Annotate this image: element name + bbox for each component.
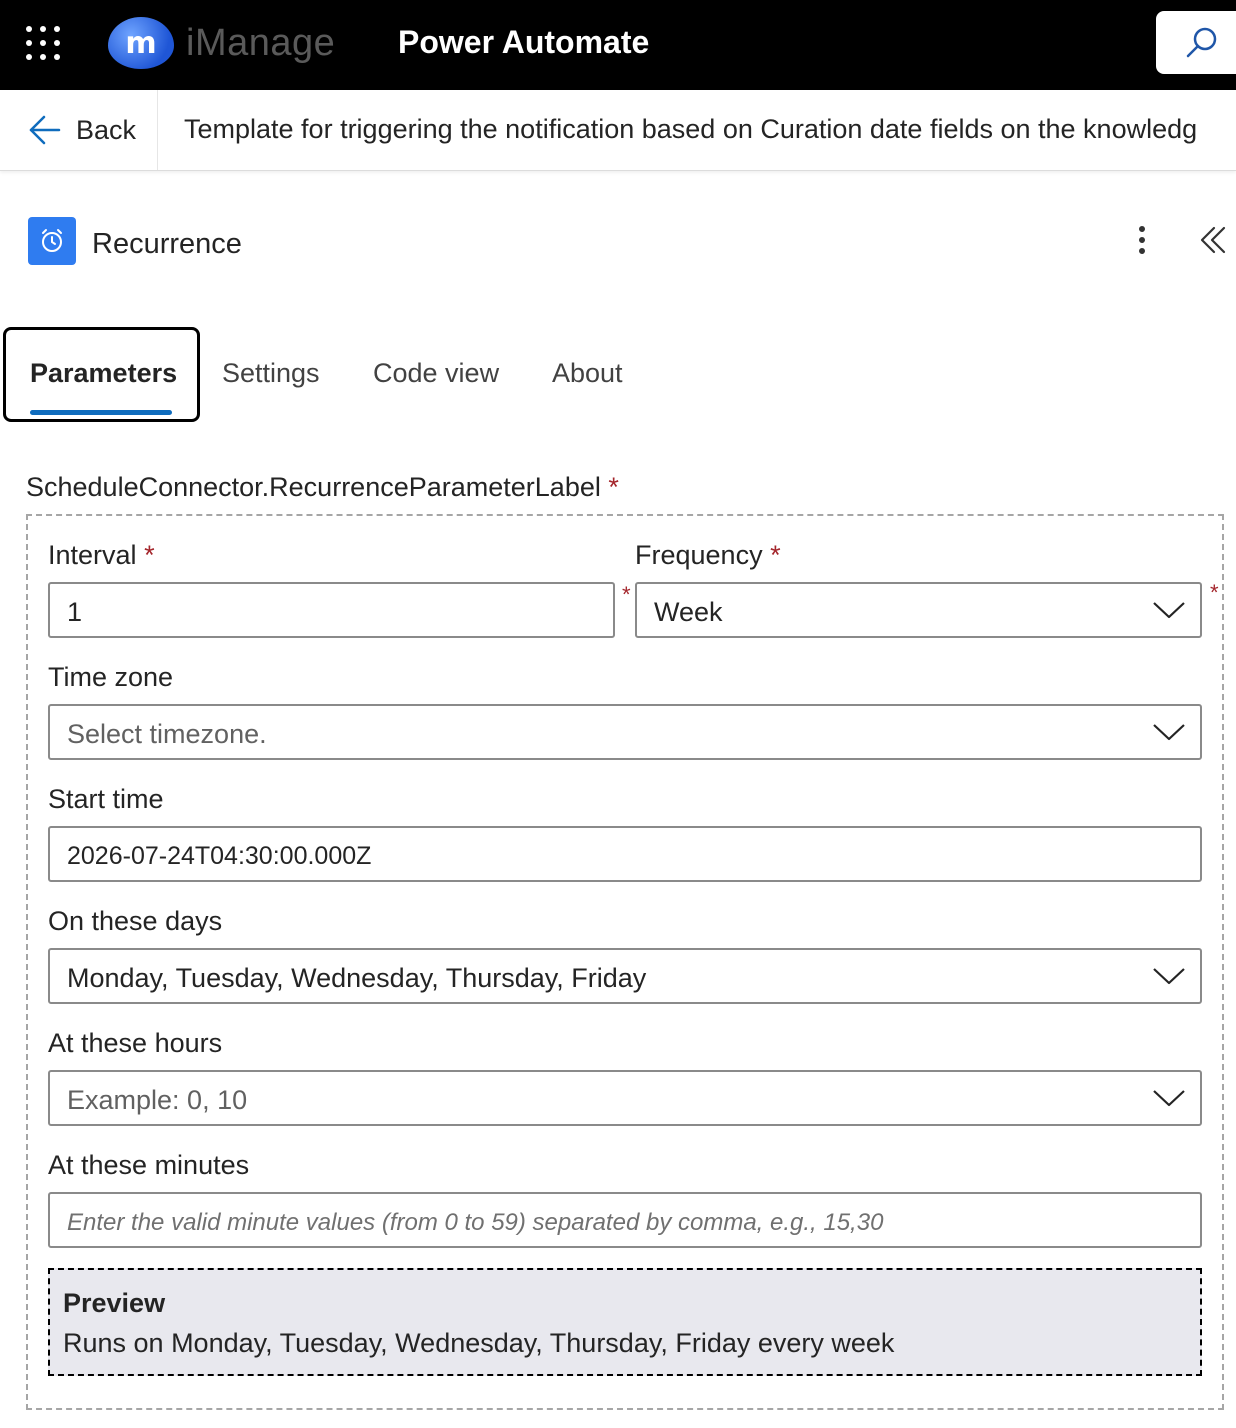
back-arrow-icon <box>28 113 62 147</box>
interval-label <box>48 540 155 571</box>
required-marker: * <box>622 582 631 607</box>
interval-label-text: Interval <box>48 540 137 570</box>
at-these-minutes-label: At these minutes <box>48 1150 250 1180</box>
start-time-input[interactable] <box>48 826 1202 882</box>
search-button[interactable] <box>1156 11 1236 74</box>
on-these-days-dropdown[interactable] <box>48 948 1202 1004</box>
parameter-group-label-text: ScheduleConnector.RecurrenceParameterLabel <box>26 472 601 502</box>
interval-input[interactable] <box>48 582 615 638</box>
required-marker: * <box>144 540 155 570</box>
flow-title: Template for triggering the notification based on Curation date fields on the knowledg <box>184 114 1198 144</box>
time-zone-placeholder: Select timezone. <box>67 719 267 749</box>
time-zone-label: Time zone <box>48 662 174 692</box>
tab-about[interactable]: About <box>552 358 623 388</box>
app-header <box>0 0 1236 90</box>
chevron-down-icon <box>1152 598 1186 622</box>
frequency-dropdown[interactable] <box>635 582 1202 638</box>
app-title: Power Automate <box>398 24 650 60</box>
start-time-label: Start time <box>48 784 164 814</box>
tab-code-view[interactable]: Code view <box>373 358 500 388</box>
start-time-value: 2026-07-24T04:30:00.000Z <box>67 842 372 870</box>
at-these-hours-label: At these hours <box>48 1028 223 1058</box>
frequency-label-text: Frequency <box>635 540 763 570</box>
more-options-icon[interactable] <box>1126 222 1158 258</box>
alarm-clock-icon <box>28 217 76 265</box>
logo-text: iManage <box>186 21 336 64</box>
at-these-minutes-input[interactable] <box>48 1192 1202 1248</box>
on-these-days-value: Monday, Tuesday, Wednesday, Thursday, Friday <box>67 963 647 993</box>
chevron-down-icon <box>1152 964 1186 988</box>
required-marker: * <box>770 540 781 570</box>
action-title: Recurrence <box>92 228 242 260</box>
tab-settings[interactable]: Settings <box>222 358 320 388</box>
frequency-value: Week <box>654 597 723 627</box>
back-button[interactable] <box>0 90 158 170</box>
required-marker: * <box>1210 580 1219 605</box>
on-these-days-label: On these days <box>48 906 223 936</box>
frequency-label <box>635 540 781 571</box>
collapse-panel-icon[interactable] <box>1196 222 1232 258</box>
preview-title: Preview <box>63 1288 166 1318</box>
navigation-bar <box>0 90 1236 171</box>
imanage-logo <box>108 16 335 70</box>
preview-text: Runs on Monday, Tuesday, Wednesday, Thursday, Friday every week <box>63 1328 895 1358</box>
chevron-down-icon <box>1152 720 1186 744</box>
waffle-icon[interactable] <box>26 26 60 60</box>
logo-mark: m <box>108 17 174 69</box>
back-label: Back <box>76 114 137 145</box>
schedule-preview <box>48 1268 1202 1376</box>
search-icon <box>1184 25 1220 61</box>
tab-parameters[interactable]: Parameters <box>30 358 178 388</box>
at-these-minutes-placeholder: Enter the valid minute values (from 0 to 59) separated by comma, e.g., 15,30 <box>67 1209 884 1236</box>
interval-value: 1 <box>67 597 83 627</box>
tab-selected-indicator <box>30 410 172 415</box>
required-marker: * <box>608 472 619 502</box>
time-zone-dropdown[interactable] <box>48 704 1202 760</box>
chevron-down-icon <box>1152 1086 1186 1110</box>
parameter-group-label <box>26 472 619 503</box>
at-these-hours-dropdown[interactable] <box>48 1070 1202 1126</box>
at-these-hours-placeholder: Example: 0, 10 <box>67 1085 248 1115</box>
